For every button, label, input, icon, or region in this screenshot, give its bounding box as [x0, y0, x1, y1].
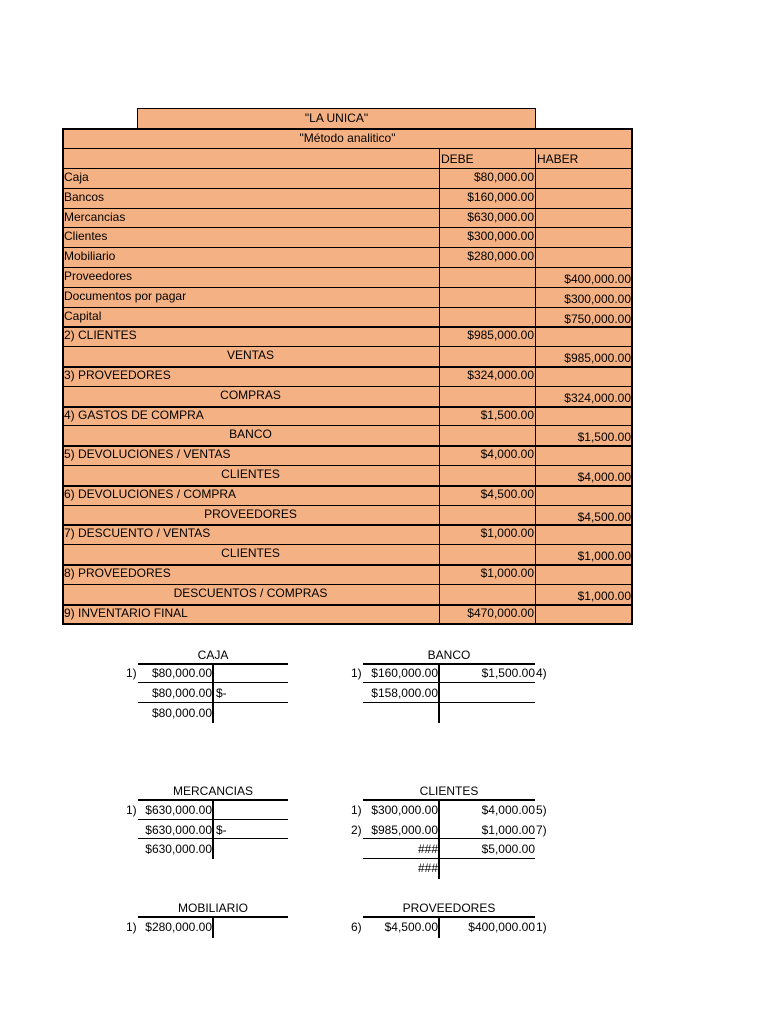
journal-row-debe: $4,000.00: [480, 447, 534, 462]
journal-row-label: DESCUENTOS / COMPRAS: [173, 585, 328, 600]
journal-row-label: CLIENTES: [221, 546, 280, 561]
taccount-clientes-haber: $5,000.00: [481, 842, 535, 856]
journal-row-haber: $400,000.00: [564, 272, 631, 286]
taccount-banco-topline: [363, 663, 535, 665]
taccount-proveedores-title: PROVEEDORES: [402, 901, 496, 915]
taccount-mercancias-title: MERCANCIAS: [172, 784, 253, 798]
journal-row-line: [62, 227, 633, 228]
journal-row-haber: $985,000.00: [564, 351, 631, 366]
journal-row-haber: $300,000.00: [564, 291, 631, 306]
journal-row-debe: $280,000.00: [467, 249, 534, 264]
journal-row-label: Caja: [64, 170, 89, 184]
taccount-proveedores-haber: $400,000.00: [468, 920, 535, 934]
taccount-banco-title: BANCO: [427, 648, 471, 662]
journal-row-debe: $160,000.00: [467, 189, 534, 204]
journal-row-label: Capital: [64, 308, 102, 323]
taccount-mercancias-ref: 1): [126, 803, 137, 817]
taccount-clientes-ref2: 5): [536, 803, 547, 817]
taccount-mercancias-debe: $630,000.00: [145, 823, 212, 837]
journal-title: "LA UNICA": [304, 111, 369, 125]
col-haber-header: HABER: [537, 152, 579, 166]
journal-row-haber: $750,000.00: [564, 311, 631, 326]
journal-row-debe: $300,000.00: [467, 229, 534, 244]
journal-row-label: Bancos: [64, 189, 105, 204]
journal-row-debe: $985,000.00: [467, 328, 534, 343]
journal-row-label: Mercancias: [64, 209, 126, 224]
taccount-caja-debe: $80,000.00: [151, 686, 212, 700]
journal-row-label: 2) CLIENTES: [64, 328, 137, 343]
journal-row-line: [62, 505, 633, 506]
journal-row-line: [62, 425, 633, 426]
journal-row-label: 5) DEVOLUCIONES / VENTAS: [64, 447, 231, 462]
journal-row-label: PROVEEDORES: [204, 506, 297, 521]
journal-row-line: [62, 584, 633, 585]
journal-row-debe: $80,000.00: [473, 170, 534, 184]
journal-row-label: 7) DESCUENTO / VENTAS: [64, 526, 211, 541]
taccount-caja-debe: $80,000.00: [151, 706, 212, 720]
journal-row-label: 6) DEVOLUCIONES / COMPRA: [64, 486, 237, 501]
taccount-clientes-debe: ###: [417, 861, 438, 875]
journal-row-label: VENTAS: [226, 348, 275, 363]
journal-row-line: [62, 307, 633, 308]
journal-subtitle: "Método analitico": [299, 131, 396, 145]
journal-row-debe: $4,500.00: [480, 486, 534, 501]
taccount-mercancias-divider: [212, 799, 214, 859]
taccount-proveedores-debe: $4,500.00: [384, 920, 438, 934]
journal-row-haber: $4,500.00: [577, 509, 631, 524]
journal-row-line: [62, 346, 633, 347]
taccount-banco-ref2: 4): [536, 666, 547, 680]
taccount-clientes-title: CLIENTES: [419, 784, 479, 798]
taccount-caja-line: [138, 702, 288, 703]
taccount-mobiliario-divider: [212, 916, 214, 938]
taccount-mercancias-line: [138, 819, 288, 820]
journal-row-label: Clientes: [64, 229, 108, 244]
taccount-clientes-line: [363, 858, 535, 859]
journal-row-line: [62, 485, 633, 487]
journal-row-line: [62, 247, 633, 248]
taccount-banco-haber: $1,500.00: [481, 666, 535, 680]
taccount-mercancias-debe: $630,000.00: [145, 842, 212, 856]
taccount-clientes-ref: 2): [351, 823, 362, 837]
taccount-clientes-ref2: 7): [536, 823, 547, 837]
taccount-clientes-debe: ###: [417, 842, 438, 856]
taccount-caja-debe: $80,000.00: [151, 666, 212, 680]
journal-row-line: [62, 386, 633, 387]
taccount-proveedores-topline: [363, 916, 535, 918]
journal-right-border: [631, 128, 633, 625]
taccount-mercancias-line: [138, 838, 288, 839]
col-debe-header: DEBE: [441, 152, 474, 166]
journal-row-label: CLIENTES: [221, 467, 280, 481]
journal-row-line: [62, 406, 633, 408]
taccount-mobiliario-debe: $280,000.00: [145, 920, 212, 934]
journal-row-debe: $1,000.00: [480, 526, 534, 541]
taccount-caja-divider: [212, 663, 214, 723]
journal-header-top: [62, 148, 633, 149]
journal-row-label: Mobiliario: [64, 249, 116, 264]
journal-row-line: [62, 445, 633, 447]
taccount-caja-title: CAJA: [197, 648, 229, 662]
journal-row-line: [62, 208, 633, 209]
journal-row-label: 9) INVENTARIO FINAL: [64, 605, 188, 620]
taccount-clientes-ref: 1): [351, 803, 362, 817]
taccount-proveedores-ref: 6): [351, 920, 362, 934]
taccount-mobiliario-ref: 1): [126, 920, 137, 934]
journal-row-line: [62, 287, 633, 288]
journal-left-border: [62, 128, 64, 625]
journal-row-debe: $470,000.00: [467, 605, 534, 620]
journal-row-haber: $1,000.00: [577, 549, 631, 564]
taccount-caja-ref: 1): [126, 666, 137, 680]
journal-row-label: COMPRAS: [220, 387, 281, 402]
journal-row-line: [62, 524, 633, 526]
journal-row-line: [62, 267, 633, 268]
journal-row-label: BANCO: [229, 427, 272, 442]
taccount-clientes-haber: $1,000.00: [481, 823, 535, 837]
journal-row-debe: $1,500.00: [480, 407, 534, 422]
taccount-clientes-debe: $985,000.00: [371, 823, 438, 837]
journal-row-line: [62, 168, 633, 169]
journal-row-debe: $324,000.00: [467, 368, 534, 382]
taccount-clientes-line: [363, 838, 535, 839]
journal-bottom-line: [62, 623, 633, 625]
journal-row-line: [62, 544, 633, 545]
journal-row-line: [62, 366, 633, 368]
journal-row-line: [62, 564, 633, 566]
taccount-banco-ref: 1): [351, 666, 362, 680]
taccount-clientes-haber: $4,000.00: [481, 803, 535, 817]
journal-row-debe: $1,000.00: [480, 566, 534, 580]
taccount-mercancias-debe: $630,000.00: [145, 803, 212, 817]
journal-row-line: [62, 465, 633, 466]
taccount-caja-line: [138, 682, 288, 683]
taccount-mercancias-haber: $-: [216, 823, 227, 837]
taccount-mobiliario-title: MOBILIARIO: [177, 901, 248, 915]
taccount-banco-debe: $158,000.00: [371, 686, 438, 700]
journal-row-haber: $324,000.00: [564, 390, 631, 405]
journal-row-label: Proveedores: [64, 269, 133, 283]
taccount-banco-line: [363, 702, 535, 703]
taccount-caja-haber: $-: [216, 686, 227, 700]
journal-row-label: Documentos por pagar: [64, 288, 187, 303]
journal-row-haber: $4,000.00: [577, 470, 631, 484]
taccount-banco-debe: $160,000.00: [371, 666, 438, 680]
journal-row-label: 8) PROVEEDORES: [64, 566, 171, 580]
journal-row-line: [62, 326, 633, 328]
taccount-proveedores-ref2: 1): [536, 920, 547, 934]
journal-row-line: [62, 604, 633, 606]
journal-row-line: [62, 188, 633, 189]
journal-row-haber: $1,500.00: [577, 430, 631, 445]
journal-row-haber: $1,000.00: [577, 588, 631, 603]
journal-row-debe: $630,000.00: [467, 209, 534, 224]
journal-row-label: 4) GASTOS DE COMPRA: [64, 407, 204, 422]
taccount-banco-line: [363, 682, 535, 683]
taccount-clientes-topline: [363, 799, 535, 801]
journal-row-label: 3) PROVEEDORES: [64, 368, 171, 382]
taccount-clientes-debe: $300,000.00: [371, 803, 438, 817]
